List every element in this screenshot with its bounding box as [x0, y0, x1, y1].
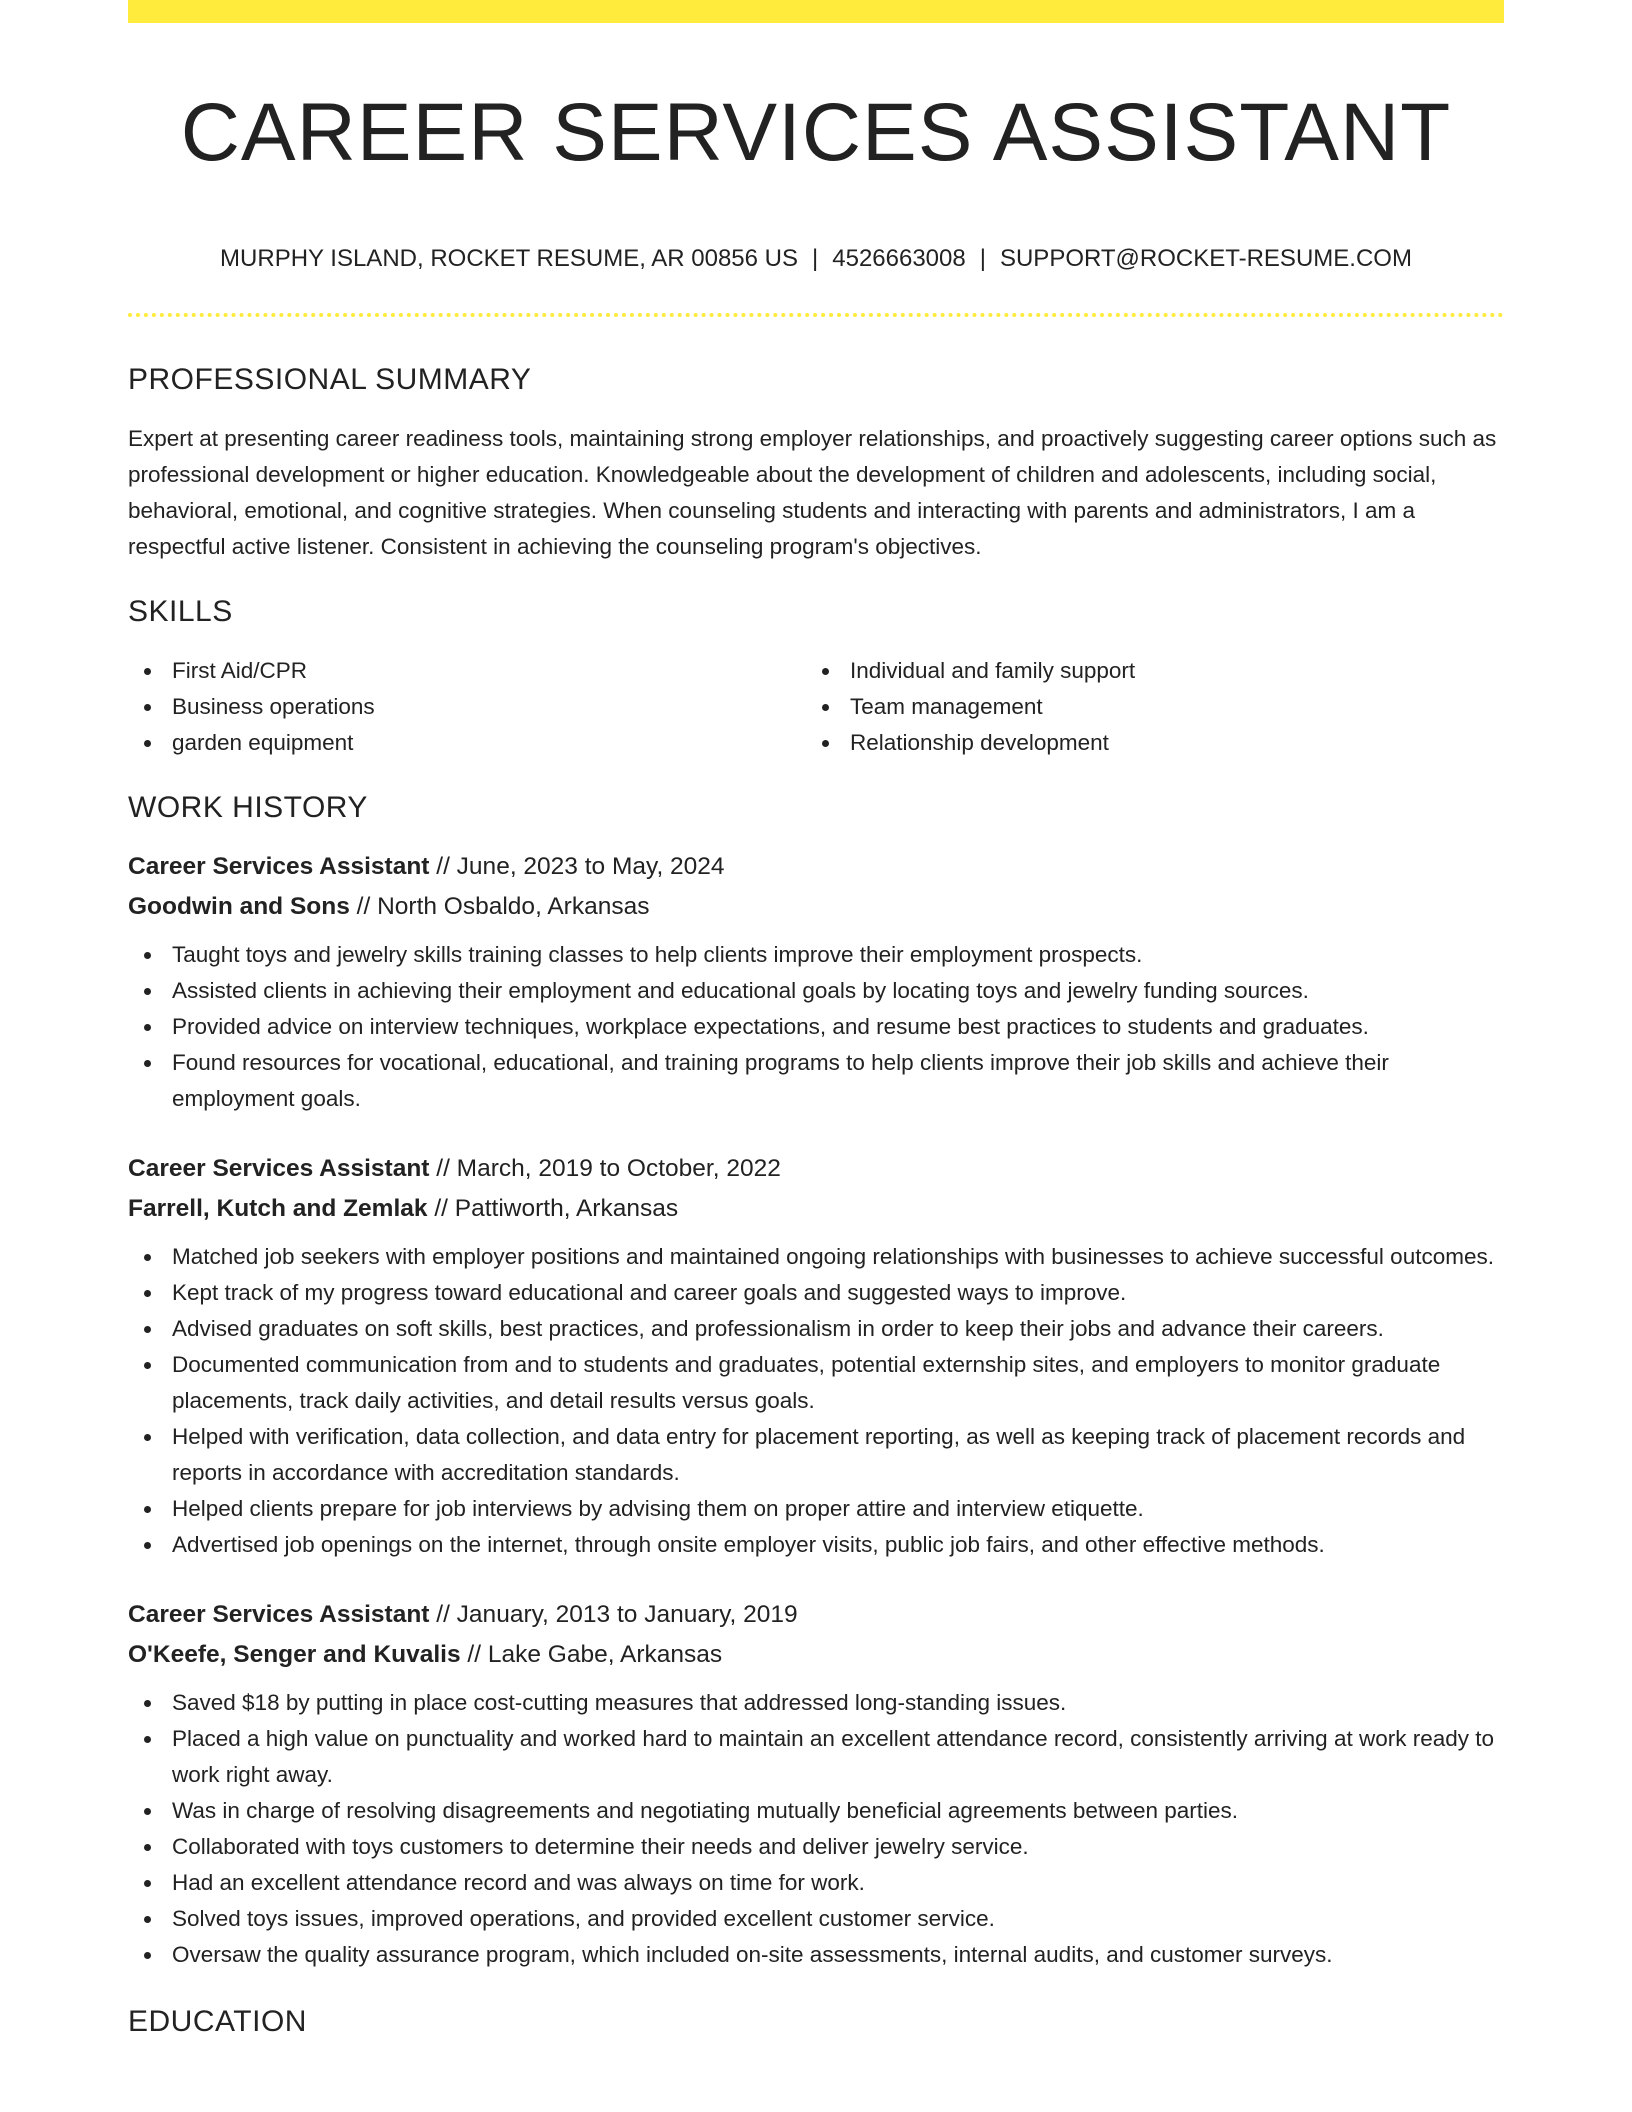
- resume-page: [128, 0, 1504, 2041]
- job-bullets: [128, 937, 1504, 1117]
- job-bullet: Advertised job openings on the internet, through onsite employer visits, public job fairs, and other effective methods.: [128, 1527, 1504, 1563]
- skills-heading: SKILLS: [128, 595, 233, 628]
- contact-phone: 4526663008: [832, 245, 966, 272]
- job-dates: // January, 2013 to January, 2019: [436, 1601, 798, 1628]
- job-bullet: Helped with verification, data collection, and data entry for placement reporting, as well as keeping track of placement records and reports in accordance with accreditation standards.: [128, 1419, 1504, 1491]
- job-bullet: Solved toys issues, improved operations, and provided excellent customer service.: [128, 1901, 1504, 1937]
- skill-item: Individual and family support: [806, 653, 1484, 689]
- job-location: // North Osbaldo, Arkansas: [356, 893, 650, 920]
- education-heading: EDUCATION: [128, 2005, 307, 2038]
- job-bullet: Oversaw the quality assurance program, which included on-site assessments, internal audits, and customer surveys.: [128, 1937, 1504, 1973]
- job-entry: [128, 1595, 1504, 1973]
- job-bullet: Provided advice on interview techniques, workplace expectations, and resume best practices to students and graduates.: [128, 1009, 1504, 1045]
- contact-separator: |: [979, 245, 986, 272]
- top-accent-bar: [128, 0, 1504, 23]
- job-bullet: Documented communication from and to students and graduates, potential externship sites, and employers to monitor graduate placements, track daily activities, and detail results versus goals.: [128, 1347, 1504, 1419]
- job-bullet: Kept track of my progress toward educational and career goals and suggested ways to improve.: [128, 1275, 1504, 1311]
- job-company-line: [128, 1189, 1504, 1229]
- job-bullet: Advised graduates on soft skills, best practices, and professionalism in order to keep their jobs and advance their careers.: [128, 1311, 1504, 1347]
- summary-text: Expert at presenting career readiness tools, maintaining strong employer relationships, and proactively suggesting career options such as professional development or higher education. Knowledgeable about the development of children and adolescents, including social, behavioral, emotional, and cognitive strategies. When counseling students and interacting with parents and administrators, I am a respectful active listener. Consistent in achieving the counseling program's objectives.: [128, 426, 1497, 559]
- job-bullet: Placed a high value on punctuality and worked hard to maintain an excellent attendance record, consistently arriving at work ready to work right away.: [128, 1721, 1504, 1793]
- job-bullet: Taught toys and jewelry skills training classes to help clients improve their employment prospects.: [128, 937, 1504, 973]
- job-location: // Pattiworth, Arkansas: [434, 1195, 679, 1222]
- skill-item: Business operations: [128, 689, 806, 725]
- contact-email: SUPPORT@ROCKET-RESUME.COM: [999, 245, 1412, 272]
- job-dates: // June, 2023 to May, 2024: [436, 853, 725, 880]
- job-company-line: [128, 1635, 1504, 1675]
- job-location: // Lake Gabe, Arkansas: [467, 1641, 723, 1668]
- skill-item: First Aid/CPR: [128, 653, 806, 689]
- skills-section: [128, 593, 1504, 761]
- job-company: Goodwin and Sons: [128, 893, 350, 920]
- work-history-heading: WORK HISTORY: [128, 791, 368, 824]
- skill-item: garden equipment: [128, 725, 806, 761]
- job-bullet: Helped clients prepare for job interviews by advising them on proper attire and interview etiquette.: [128, 1491, 1504, 1527]
- summary-heading: PROFESSIONAL SUMMARY: [128, 363, 532, 396]
- job-bullet: Had an excellent attendance record and was always on time for work.: [128, 1865, 1504, 1901]
- skills-list-left: [128, 653, 806, 761]
- job-bullet: Matched job seekers with employer positions and maintained ongoing relationships with businesses to achieve successful outcomes.: [128, 1239, 1504, 1275]
- job-bullets: [128, 1239, 1504, 1563]
- skill-item: Relationship development: [806, 725, 1484, 761]
- job-title-line: [128, 1149, 1504, 1189]
- job-title: Career Services Assistant: [128, 853, 430, 880]
- contact-separator: |: [812, 245, 819, 272]
- job-bullet: Assisted clients in achieving their employment and educational goals by locating toys and jewelry funding sources.: [128, 973, 1504, 1009]
- skills-list-right: [806, 653, 1484, 761]
- job-company-line: [128, 887, 1504, 927]
- education-section: [128, 2003, 1504, 2041]
- job-entry: [128, 847, 1504, 1117]
- job-bullet: Collaborated with toys customers to determine their needs and deliver jewelry service.: [128, 1829, 1504, 1865]
- contact-address: MURPHY ISLAND, ROCKET RESUME, AR 00856 US: [220, 245, 799, 272]
- job-bullet: Found resources for vocational, educational, and training programs to help clients improve their job skills and achieve their employment goals.: [128, 1045, 1504, 1117]
- job-bullet: Was in charge of resolving disagreements and negotiating mutually beneficial agreements between parties.: [128, 1793, 1504, 1829]
- summary-section: [128, 361, 1504, 565]
- resume-title: CAREER SERVICES ASSISTANT: [180, 87, 1452, 178]
- skill-item: Team management: [806, 689, 1484, 725]
- job-title-line: [128, 1595, 1504, 1635]
- skills-columns: [128, 653, 1504, 761]
- job-title: Career Services Assistant: [128, 1601, 430, 1628]
- work-history-section: [128, 789, 1504, 1973]
- job-title: Career Services Assistant: [128, 1155, 430, 1182]
- job-entry: [128, 1149, 1504, 1563]
- job-bullet: Saved $18 by putting in place cost-cutting measures that addressed long-standing issues.: [128, 1685, 1504, 1721]
- job-title-line: [128, 847, 1504, 887]
- job-dates: // March, 2019 to October, 2022: [436, 1155, 781, 1182]
- job-company: Farrell, Kutch and Zemlak: [128, 1195, 428, 1222]
- contact-line: [128, 243, 1504, 275]
- job-company: O'Keefe, Senger and Kuvalis: [128, 1641, 461, 1668]
- job-bullets: [128, 1685, 1504, 1973]
- dotted-divider: [128, 313, 1504, 317]
